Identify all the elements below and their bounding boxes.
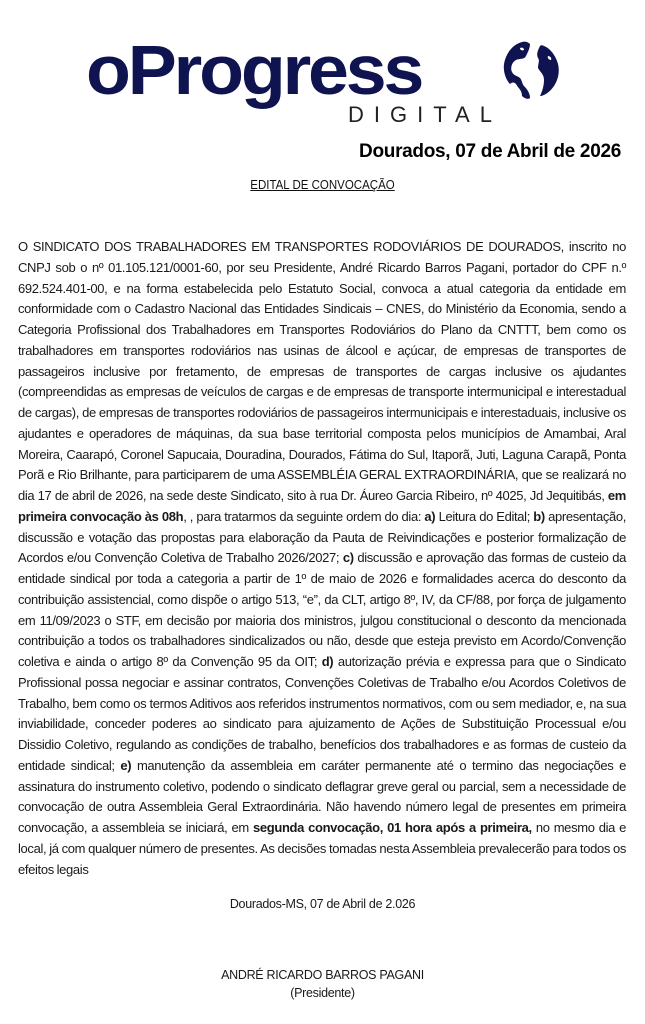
- agenda-item-d-marker: d): [321, 654, 334, 669]
- document-title: EDITAL DE CONVOCAÇÃO: [250, 178, 395, 192]
- body-segment-bold: em primeira convocação às 08h: [18, 488, 626, 524]
- body-segment: apresentação, discussão e votação das propostas para elaboração da Pauta de Reivindicações e posterior formalização de Acordos e/ou Convenção Coletiva de Trabalho 2026/2027;: [18, 508, 626, 566]
- signatory-name: ANDRÉ RICARDO BARROS PAGANI: [221, 968, 424, 982]
- body-segment: O SINDICATO DOS TRABALHADORES EM TRANSPORTES RODOVIÁRIOS DE DOURADOS, inscrito no CNPJ sob o nº 01.105.121/0001-60, por seu Presidente, André Ricardo Barros Pagani, portador do CPF n.º 692.524.401-00, e na forma estabelecida pelo Estatuto Social, convoca a atual categoria da entidade em conformidade com o Cadastro Nacional das Entidades Sindicais – CNES, do Ministério da Economia, sendo a Categoria Profissional dos Trabalhadores em Transportes Rodoviários do Plano da CNTTT, bem como os trabalhadores em transportes rodoviários nas usinas de álcool e açúcar, de empresas de transportes de passageiros inclusive por fretamento, de empresas de transportes de cargas inclusive os ajudantes (compreendidas as empresas de veículos de cargas e de empresas de transporte intermunicipal e interestadual de cargas), de empresas de transportes rodoviários de passageiros intermunicipais e interestaduais, inclusive os ajudantes e operadores de máquinas, da sua base territorial composta pelos municípios de Amambai, Aral Moreira, Caarapó, Coronel Sapucaia, Douradina, Dourados, Fátima do Sul, Itaporã, Juti, Laguna Carapã, Ponta Porã e Rio Brilhante, para participarem de uma ASSEMBLÉIA GERAL EXTRAORDINÁRIA, que se realizará no dia 17 de abril de 2026, na sede deste Sindicato, sito à rua Dr. Áureo Garcia Ribeiro, nº 4025, Jd Jequitibás,: [18, 239, 626, 503]
- document-body: [18, 237, 626, 880]
- body-segment: discussão e aprovação das formas de custeio da entidade sindical por toda a categoria a partir de 1º de maio de 2026 e formalidades acerca do desconto da contribuição assistencial, como dispõe o artigo 513, “e”, da CLT, artigo 8º, IV, da CF/88, por força de julgamento em 11/09/2023 o STF, em decisão por maioria dos ministros, julgou constitucional o desconto da mencionada contribuição a todos os trabalhadores sindicalizados ou não, desde que esteja previsto em Acordo/Convenção coletiva e ainda o artigo 8º da Convenção 95 da OIT;: [18, 550, 627, 669]
- body-segment: , , para tratarmos da seguinte ordem do dia:: [183, 508, 425, 524]
- agenda-item-b-marker: b): [533, 508, 545, 524]
- logo-subtitle: DIGITAL: [348, 102, 502, 127]
- newspaper-logo: [86, 30, 566, 126]
- publication-date: Dourados, 07 de Abril de 2026: [359, 141, 621, 162]
- body-segment-bold: segunda convocação, 01 hora após a primeira,: [253, 820, 532, 835]
- agenda-item-a-marker: a): [424, 508, 436, 524]
- body-segment: Leitura do Edital;: [435, 508, 534, 524]
- agenda-item-c-marker: c): [342, 550, 354, 566]
- signatory-role: (Presidente): [290, 986, 355, 1000]
- signature-date: Dourados-MS, 07 de Abril de 2.026: [229, 897, 416, 911]
- body-segment: autorização prévia e expressa para que o Sindicato Profissional possa negociar e assinar contratos, Convenções Coletivas de Trabalho e/ou Acordos Coletivos de Trabalho, bem como os termos Aditivos aos referidos instrumentos normativos, com ou sem mediador, e, na sua inviabilidade, conceder poderes ao sindicato para ajuizamento de Ações de Substituição Processual e/ou Dissidio Coletivo, regulando as condições de trabalho, benefícios dos trabalhadores e as formas de custeio da entidade sindical;: [18, 654, 626, 773]
- globe-icon: [500, 38, 564, 104]
- body-segment: no mesmo dia e local, já com qualquer número de presentes. As decisões tomadas nesta Assembleia prevalecerão para todos os efeitos legais: [18, 820, 626, 877]
- logo-wordmark: oProgress: [86, 31, 422, 109]
- agenda-item-e-marker: e): [120, 757, 132, 773]
- body-segment: manutenção da assembleia em caráter permanente até o termino das negociações e assinatura do instrumento coletivo, podendo o sindicato deflagrar greve geral ou parcial, sem a necessidade de convocação de outra Assembleia Geral Extraordinária. Não havendo número legal de presentes em primeira convocação, a assembleia se iniciará, em: [18, 757, 626, 835]
